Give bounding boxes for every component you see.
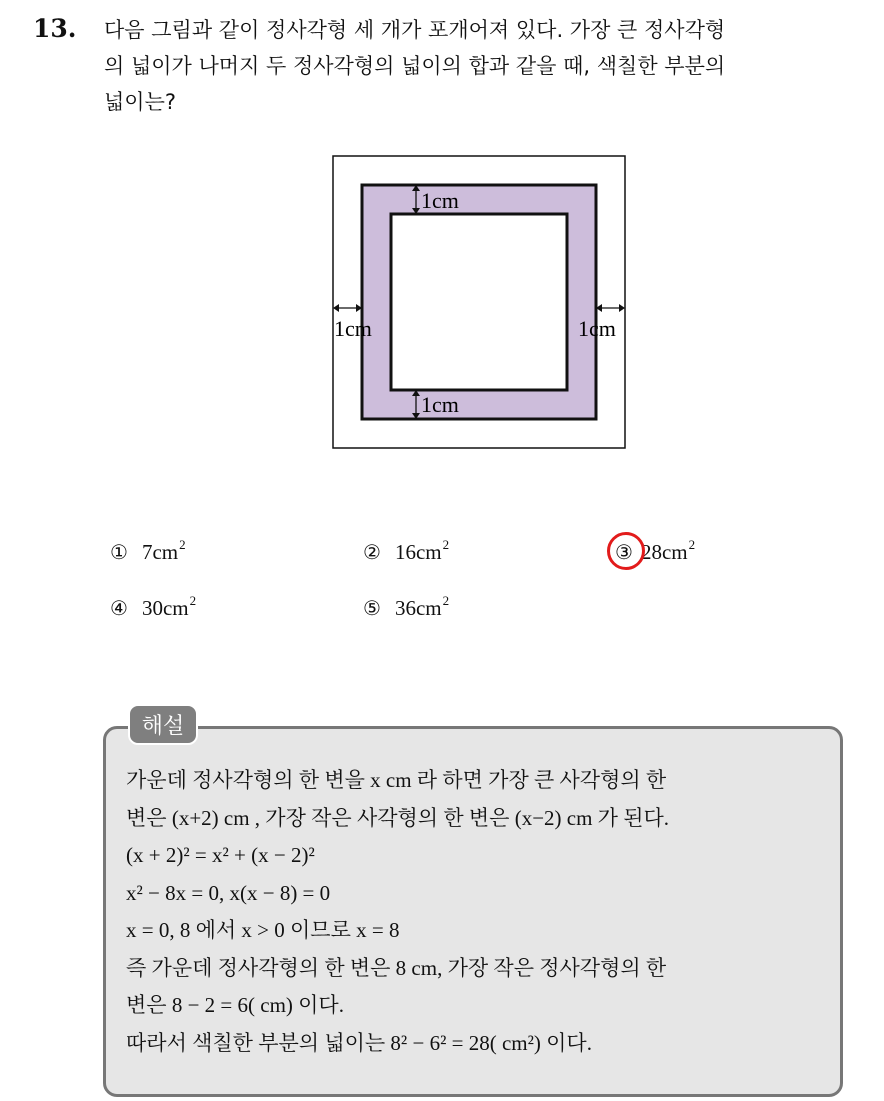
choice-5[interactable] [363, 593, 449, 621]
choice-mark: ① [110, 540, 128, 564]
top-dimension-label: 1cm [421, 188, 459, 213]
choice-mark-glyph: ③ [615, 540, 633, 564]
nested-squares-figure [330, 153, 630, 457]
choice-2[interactable] [363, 537, 449, 565]
solution-line: 변은 (x+2) cm , 가장 작은 사각형의 한 변은 (x−2) cm 가 된다. [126, 805, 670, 830]
solution-line: 즉 가운데 정사각형의 한 변은 8 cm, 가장 작은 정사각형의 한 [126, 955, 667, 980]
choice-value: 36cm [394, 596, 442, 620]
inner-square [391, 214, 567, 390]
solution-line: x = 0, 8 에서 x > 0 이므로 x = 8 [126, 918, 400, 942]
choice-mark [615, 540, 633, 564]
choice-value: 28cm [640, 540, 688, 564]
choice-exponent: 2 [688, 537, 696, 552]
question-text [104, 12, 874, 120]
bottom-dimension-label: 1cm [421, 392, 459, 417]
question-number: 13. [33, 14, 77, 43]
choice-mark: ⑤ [363, 596, 381, 620]
choice-1[interactable] [110, 537, 186, 565]
answer-circle-icon [607, 532, 645, 570]
choice-4[interactable] [110, 593, 196, 621]
solution-line: 변은 8 − 2 = 6( cm) 이다. [126, 993, 344, 1017]
choice-exponent: 2 [442, 537, 450, 552]
choice-value: 16cm [394, 540, 442, 564]
solution-line: x² − 8x = 0, x(x − 8) = 0 [126, 880, 331, 905]
choice-value: 7cm [141, 540, 179, 564]
question-line: 넓이는? [104, 90, 177, 114]
solution-line: 가운데 정사각형의 한 변을 x cm 라 하면 가장 큰 사각형의 한 [126, 768, 667, 792]
choice-mark: ④ [110, 596, 128, 620]
choice-mark: ② [363, 540, 381, 564]
solution-tag: 해설 [128, 704, 198, 745]
choice-3[interactable] [615, 537, 695, 565]
solution-text [126, 762, 826, 1062]
choice-exponent: 2 [442, 593, 450, 608]
choice-exponent: 2 [189, 593, 197, 608]
right-dimension-label: 1cm [578, 316, 616, 341]
left-dimension-label: 1cm [334, 316, 372, 341]
choice-exponent: 2 [179, 537, 186, 552]
solution-line: 따라서 색칠한 부분의 넓이는 8² − 6² = 28( cm²) 이다. [126, 1030, 592, 1055]
question-line: 다음 그림과 같이 정사각형 세 개가 포개어져 있다. 가장 큰 정사각형 [104, 18, 726, 42]
question-line: 의 넓이가 나머지 두 정사각형의 넓이의 합과 같을 때, 색칠한 부분의 [104, 54, 726, 78]
choice-value: 30cm [141, 596, 189, 620]
solution-line: (x + 2)² = x² + (x − 2)² [126, 843, 315, 867]
